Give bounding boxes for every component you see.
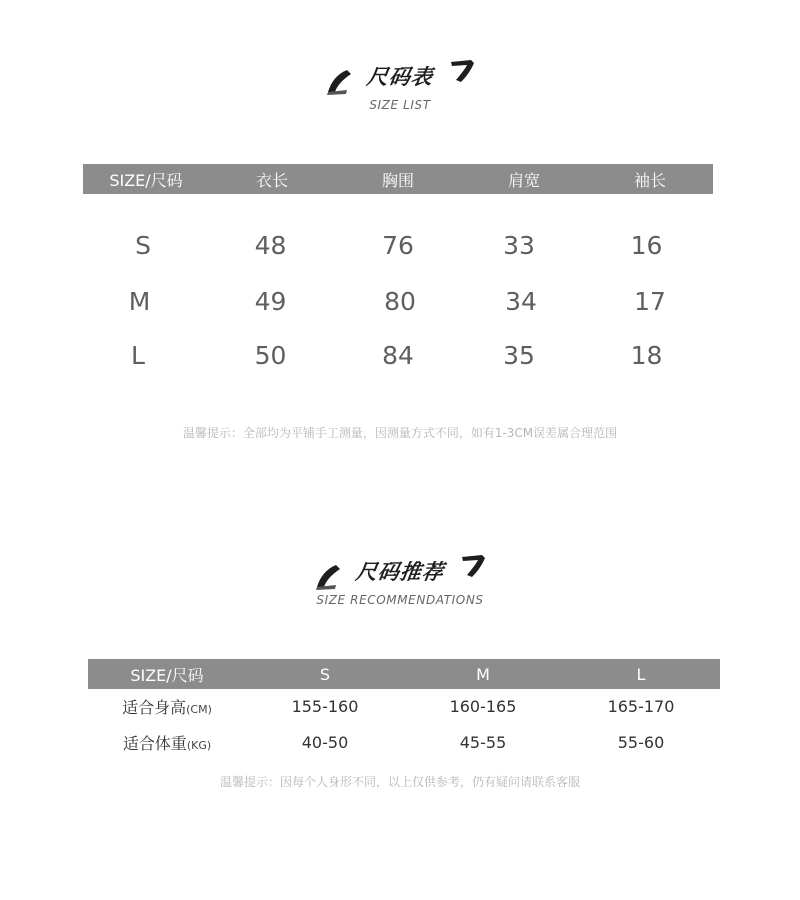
size-list-title-row bbox=[363, 60, 437, 94]
shoulder-cell: 34 bbox=[505, 286, 537, 316]
shoulder-cell: 35 bbox=[503, 340, 535, 370]
recommendation-title: 尺码推荐 bbox=[354, 560, 446, 584]
recommendation-note: 温馨提示：因每个人身形不同，以上仅供参考，仍有疑问请联系客服 bbox=[219, 775, 580, 789]
recommendation-header bbox=[88, 659, 720, 689]
table-row bbox=[88, 689, 720, 723]
length-cell: 48 bbox=[254, 230, 287, 260]
header-l: L bbox=[636, 664, 646, 684]
height-m-cell: 160-165 bbox=[449, 696, 517, 716]
header-sleeve: 袖长 bbox=[633, 170, 666, 190]
size-cell: S bbox=[135, 230, 151, 260]
weight-label: 适合体重 bbox=[122, 733, 187, 753]
weight-m-cell: 45-55 bbox=[459, 732, 507, 752]
height-label-cell bbox=[88, 695, 246, 718]
height-l-cell: 165-170 bbox=[607, 696, 675, 716]
recommendation-subtitle: SIZE RECOMMENDATIONS bbox=[316, 593, 484, 607]
weight-label-cell bbox=[88, 731, 246, 754]
header-size: SIZE/尺码 bbox=[130, 665, 204, 685]
height-label: 适合身高 bbox=[122, 697, 187, 717]
left-swoosh-icon bbox=[325, 68, 353, 96]
size-list-heading bbox=[0, 60, 800, 112]
table-row bbox=[83, 281, 713, 321]
table-row bbox=[83, 335, 713, 375]
table-row bbox=[88, 725, 720, 759]
header-s: S bbox=[319, 664, 331, 684]
size-list-title: 尺码表 bbox=[365, 65, 435, 89]
height-unit: (CM) bbox=[186, 702, 212, 716]
size-cell: M bbox=[128, 286, 151, 316]
chest-cell: 80 bbox=[384, 286, 416, 316]
header-size: SIZE/尺码 bbox=[109, 170, 183, 190]
shoulder-cell: 33 bbox=[503, 230, 535, 260]
right-swoosh-icon bbox=[458, 553, 488, 581]
weight-l-cell: 55-60 bbox=[617, 732, 665, 752]
header-chest: 胸围 bbox=[381, 170, 414, 190]
weight-unit: (KG) bbox=[186, 738, 212, 752]
length-cell: 50 bbox=[254, 340, 287, 370]
left-swoosh-icon bbox=[314, 563, 342, 591]
sleeve-cell: 16 bbox=[630, 230, 663, 260]
sleeve-cell: 18 bbox=[630, 340, 663, 370]
header-shoulder: 肩宽 bbox=[507, 170, 540, 190]
recommendation-heading bbox=[0, 555, 800, 607]
length-cell: 49 bbox=[254, 286, 287, 316]
header-length: 衣长 bbox=[255, 170, 288, 190]
recommendation-title-row bbox=[352, 555, 448, 589]
header-m: M bbox=[476, 664, 490, 684]
size-cell: L bbox=[131, 340, 145, 370]
right-swoosh-icon bbox=[447, 58, 477, 86]
size-list-header bbox=[83, 164, 713, 194]
table-row bbox=[83, 225, 713, 265]
size-list-note: 温馨提示：全部均为平铺手工测量，因测量方式不同，如有1-3CM误差属合理范围 bbox=[182, 426, 618, 440]
height-s-cell: 155-160 bbox=[291, 696, 359, 716]
chest-cell: 84 bbox=[382, 340, 414, 370]
sleeve-cell: 17 bbox=[634, 286, 666, 316]
chest-cell: 76 bbox=[382, 230, 414, 260]
weight-s-cell: 40-50 bbox=[301, 732, 349, 752]
size-list-subtitle: SIZE LIST bbox=[369, 98, 431, 112]
